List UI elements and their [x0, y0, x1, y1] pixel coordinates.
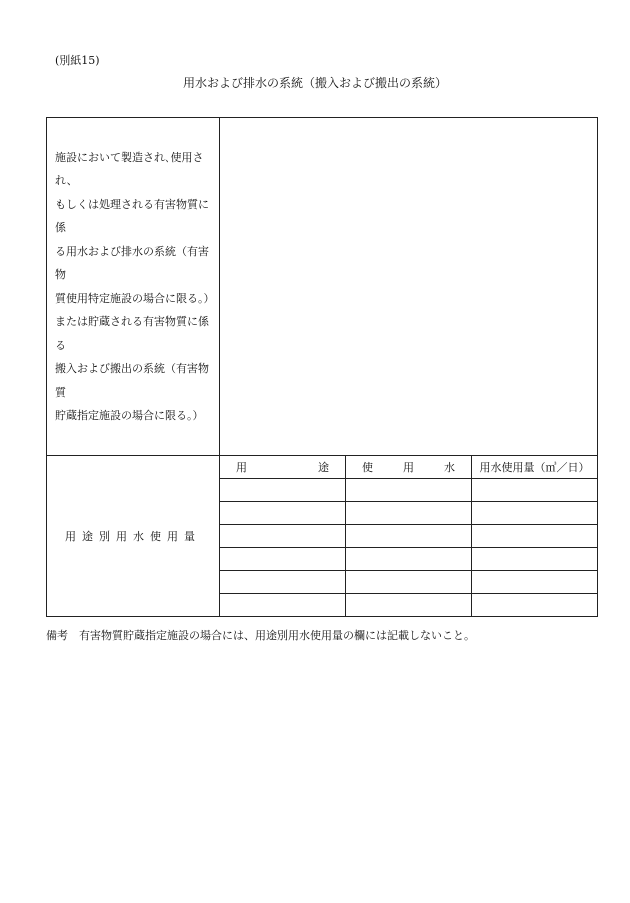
usage-cell[interactable] — [220, 502, 346, 525]
col-header-water-char: 用 — [403, 461, 414, 474]
document-title: 用水および排水の系統（搬入および搬出の系統） — [182, 76, 447, 90]
usage-cell[interactable] — [220, 571, 346, 594]
volume-cell[interactable] — [472, 479, 598, 502]
usage-cell[interactable] — [220, 548, 346, 571]
system-label-line: または貯蔵される有害物質に係る — [55, 315, 209, 352]
volume-cell[interactable] — [472, 594, 598, 617]
usage-cell[interactable] — [220, 525, 346, 548]
system-label-line: 施設において製造され､使用され、 — [55, 150, 204, 187]
usage-label: 用途別用水使用量 — [47, 456, 220, 617]
water-cell[interactable] — [346, 571, 472, 594]
system-label-line: もしくは処理される有害物質に係 — [55, 197, 209, 234]
col-header-water-char: 水 — [444, 461, 455, 474]
usage-cell[interactable] — [220, 594, 346, 617]
col-header-usage-char: 用 — [236, 461, 247, 474]
remarks-note: 備考 有害物質貯蔵指定施設の場合には、用途別用水使用量の欄には記載しないこと。 — [46, 629, 475, 642]
system-row — [47, 118, 598, 456]
volume-cell[interactable] — [472, 525, 598, 548]
col-header-usage — [220, 456, 346, 479]
col-header-water — [346, 456, 472, 479]
system-label-line: る用水および排水の系統（有害物 — [55, 244, 209, 281]
water-cell[interactable] — [346, 502, 472, 525]
volume-cell[interactable] — [472, 548, 598, 571]
col-header-water-char: 使 — [362, 461, 373, 474]
form-id: (別紙15) — [55, 54, 100, 67]
system-label-line: 搬入および搬出の系統（有害物質 — [55, 362, 209, 399]
system-diagram-area[interactable] — [220, 118, 598, 456]
water-cell[interactable] — [346, 548, 472, 571]
col-header-volume: 用水使用量（㎥／日） — [472, 456, 598, 479]
system-label-cell — [47, 118, 220, 456]
usage-cell[interactable] — [220, 479, 346, 502]
system-label-line: 質使用特定施設の場合に限る。） — [55, 291, 215, 305]
col-header-usage-char: 途 — [318, 461, 329, 474]
usage-header-row — [47, 456, 598, 479]
volume-cell[interactable] — [472, 502, 598, 525]
form-table — [46, 117, 598, 617]
system-label-line: 貯蔵指定施設の場合に限る。） — [55, 409, 204, 422]
water-cell[interactable] — [346, 594, 472, 617]
water-cell[interactable] — [346, 479, 472, 502]
water-cell[interactable] — [346, 525, 472, 548]
volume-cell[interactable] — [472, 571, 598, 594]
